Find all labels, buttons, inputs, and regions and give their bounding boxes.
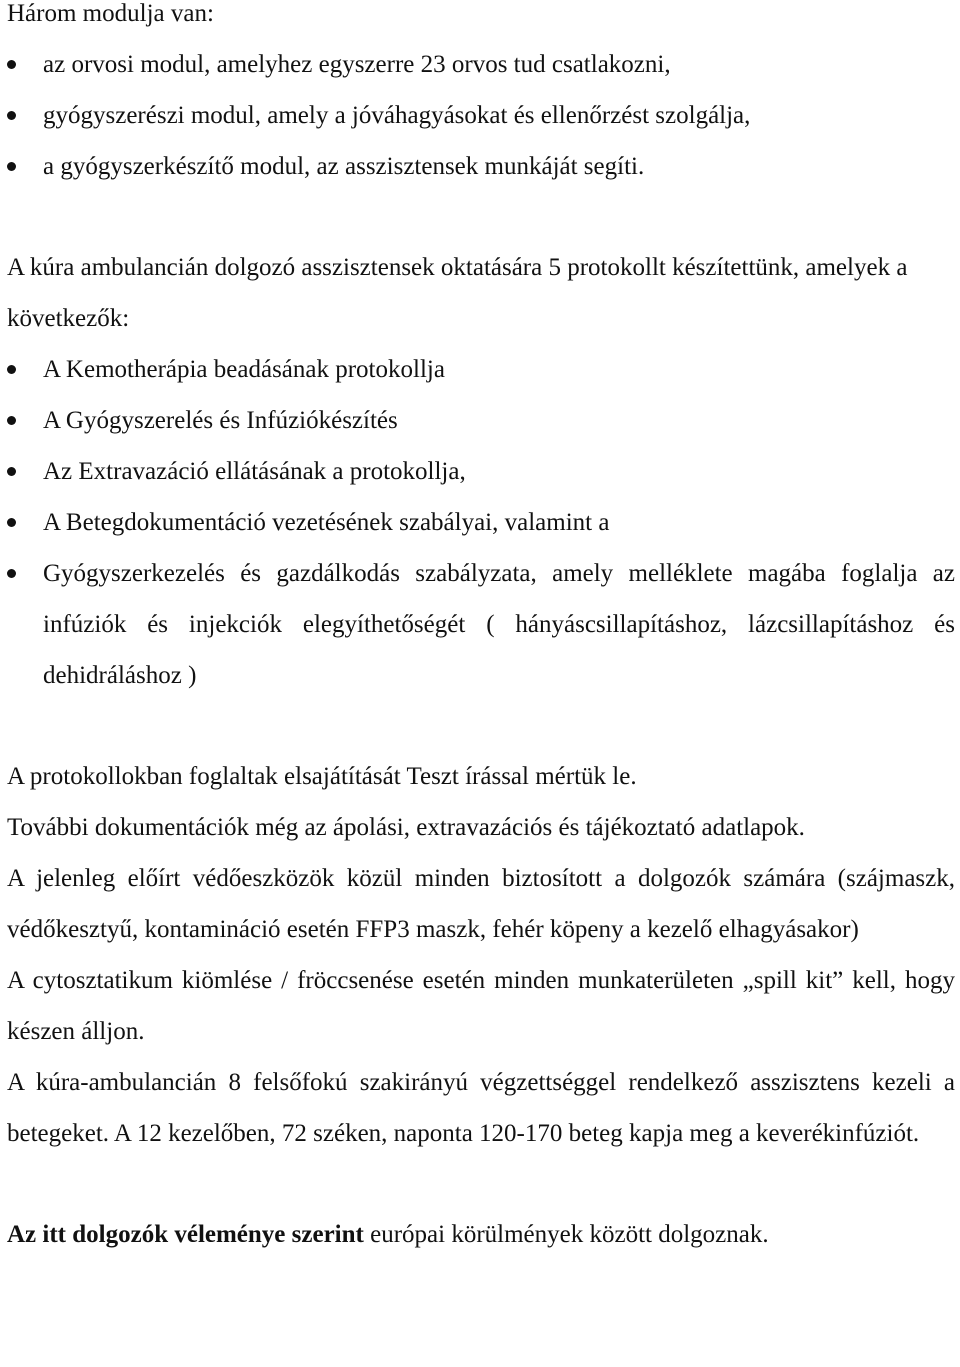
document-page <box>7 0 955 1260</box>
test-paragraph: A protokollokban foglaltak elsajátítását Teszt írással mértük le. <box>7 763 637 790</box>
list-item: Az Extravazáció ellátásának a protokollja, <box>7 446 955 497</box>
list-item: az orvosi modul, amelyhez egyszerre 23 orvos tud csatlakozni, <box>7 39 955 90</box>
staff-paragraph: A kúra-ambulancián 8 felsőfokú szakirányú végzettséggel rendelkező asszisztens kezeli a betegeket. A 12 kezelőben, 72 széken, naponta 120-170 beteg kapja meg a keverékinfúziót. <box>7 1069 955 1147</box>
list-item: Gyógyszerkezelés és gazdálkodás szabályzata, amely melléklete magába foglalja az infúziók és injekciók elegyíthetőségét ( hányáscsillapításhoz, lázcsillapításhoz és dehidráláshoz ) <box>7 548 955 701</box>
closing-text: európai körülmények között dolgoznak. <box>363 1221 769 1248</box>
closing-bold-text: Az itt dolgozók véleménye szerint <box>7 1221 364 1248</box>
list-item: A Gyógyszerelés és Infúziókészítés <box>7 395 955 446</box>
spacer <box>7 1159 955 1209</box>
list-item: A Betegdokumentáció vezetésének szabályai, valamint a <box>7 497 955 548</box>
docs-paragraph: További dokumentációk még az ápolási, extravazációs és tájékoztató adatlapok. <box>7 814 805 841</box>
spill-paragraph: A cytosztatikum kiömlése / fröccsenése esetén minden munkaterületen „spill kit” kell, hogy készen álljon. <box>7 967 955 1045</box>
spacer <box>7 701 955 751</box>
list-item: a gyógyszerkészítő modul, az asszisztensek munkáját segíti. <box>7 141 955 192</box>
modules-list <box>7 39 955 192</box>
protocols-lead: A kúra ambulancián dolgozó asszisztensek oktatására 5 protokollt készítettünk, amelyek a következők: <box>7 254 908 332</box>
modules-heading: Három modulja van: <box>7 0 214 27</box>
protection-paragraph: A jelenleg előírt védőeszközök közül minden biztosított a dolgozók számára (szájmaszk, védőkesztyű, kontamináció esetén FFP3 maszk, fehér köpeny a kezelő elhagyásakor) <box>7 865 955 943</box>
list-item: gyógyszerészi modul, amely a jóváhagyásokat és ellenőrzést szolgálja, <box>7 90 955 141</box>
closing-paragraph <box>7 1209 955 1260</box>
protocols-list <box>7 344 955 701</box>
list-item: A Kemotherápia beadásának protokollja <box>7 344 955 395</box>
spacer <box>7 192 955 242</box>
